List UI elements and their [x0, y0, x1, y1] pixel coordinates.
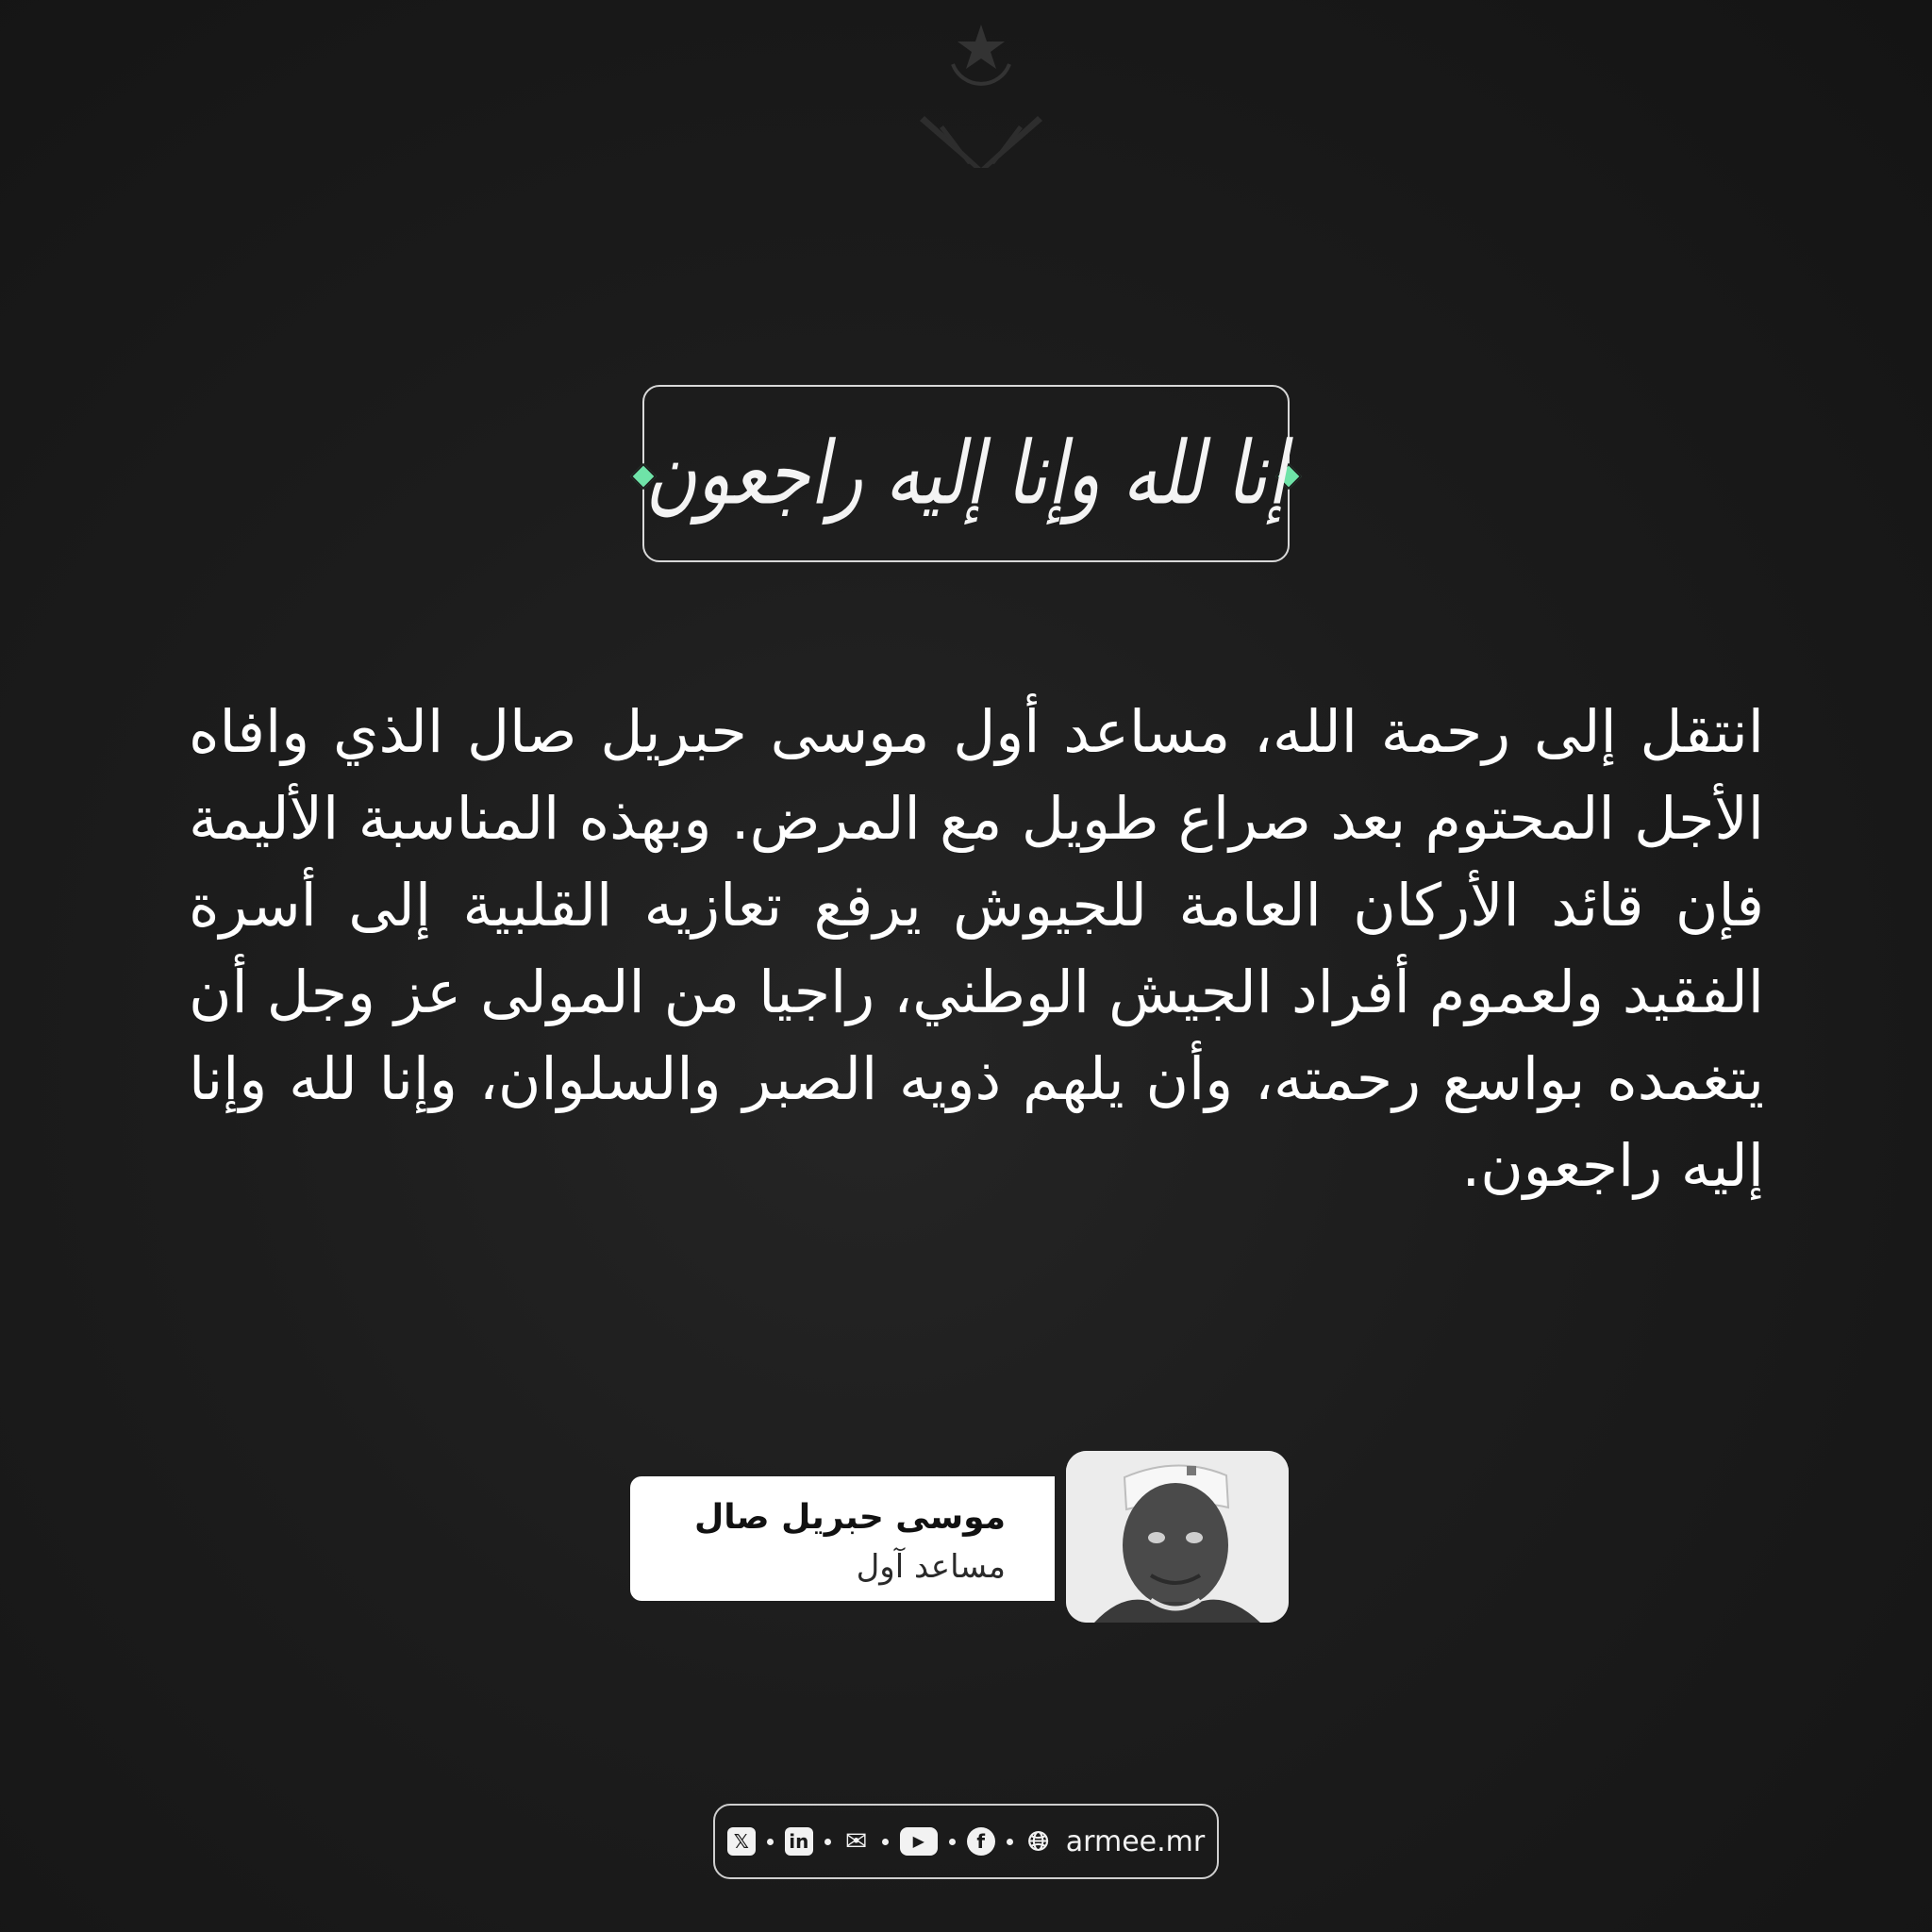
mail-icon[interactable]: ✉: [845, 1825, 868, 1857]
quran-verse-calligraphy: إنا لله وإنا إليه راجعون: [645, 423, 1287, 525]
website-link[interactable]: armee.mr: [1065, 1824, 1206, 1858]
condolence-announcement-text: انتقل إلى رحمة الله، مساعد أول موسى حبريل صال الذي وافاه الأجل المحتوم بعد صراع طويل مع المرض. وبهذه المناسبة الأليمة فإن قائد الأركان العامة للجيوش يرفع تعازيه القلبية إلى أسرة الفقيد ولعموم أفراد الجيش الوطني، راجيا من المولى عز وجل أن يتغمده بواسع رحمته، وأن يلهم ذويه الصبر والسلوان، وإنا لله وإنا إليه راجعون.: [189, 697, 1764, 1200]
youtube-icon[interactable]: ▶: [900, 1827, 938, 1856]
deceased-name: موسى حبريل صال: [694, 1498, 1006, 1537]
name-card: [630, 1476, 1055, 1601]
x-icon[interactable]: 𝕏: [727, 1827, 756, 1856]
separator-dot: [882, 1839, 889, 1845]
deceased-rank: مساعد آول: [856, 1548, 1006, 1586]
separator-dot: [767, 1839, 774, 1845]
army-emblem-logo: [906, 8, 1057, 168]
separator-dot: [949, 1839, 956, 1845]
linkedin-icon[interactable]: in: [785, 1827, 813, 1856]
portrait-photo: [1066, 1451, 1289, 1623]
facebook-icon[interactable]: f: [967, 1827, 995, 1856]
calligraphy-header-frame: [642, 385, 1290, 562]
separator-dot: [1007, 1839, 1013, 1845]
social-links-bar: [713, 1804, 1219, 1879]
globe-icon[interactable]: 🌐︎: [1027, 1825, 1049, 1857]
separator-dot: [824, 1839, 831, 1845]
deceased-profile-card: [630, 1451, 1289, 1623]
